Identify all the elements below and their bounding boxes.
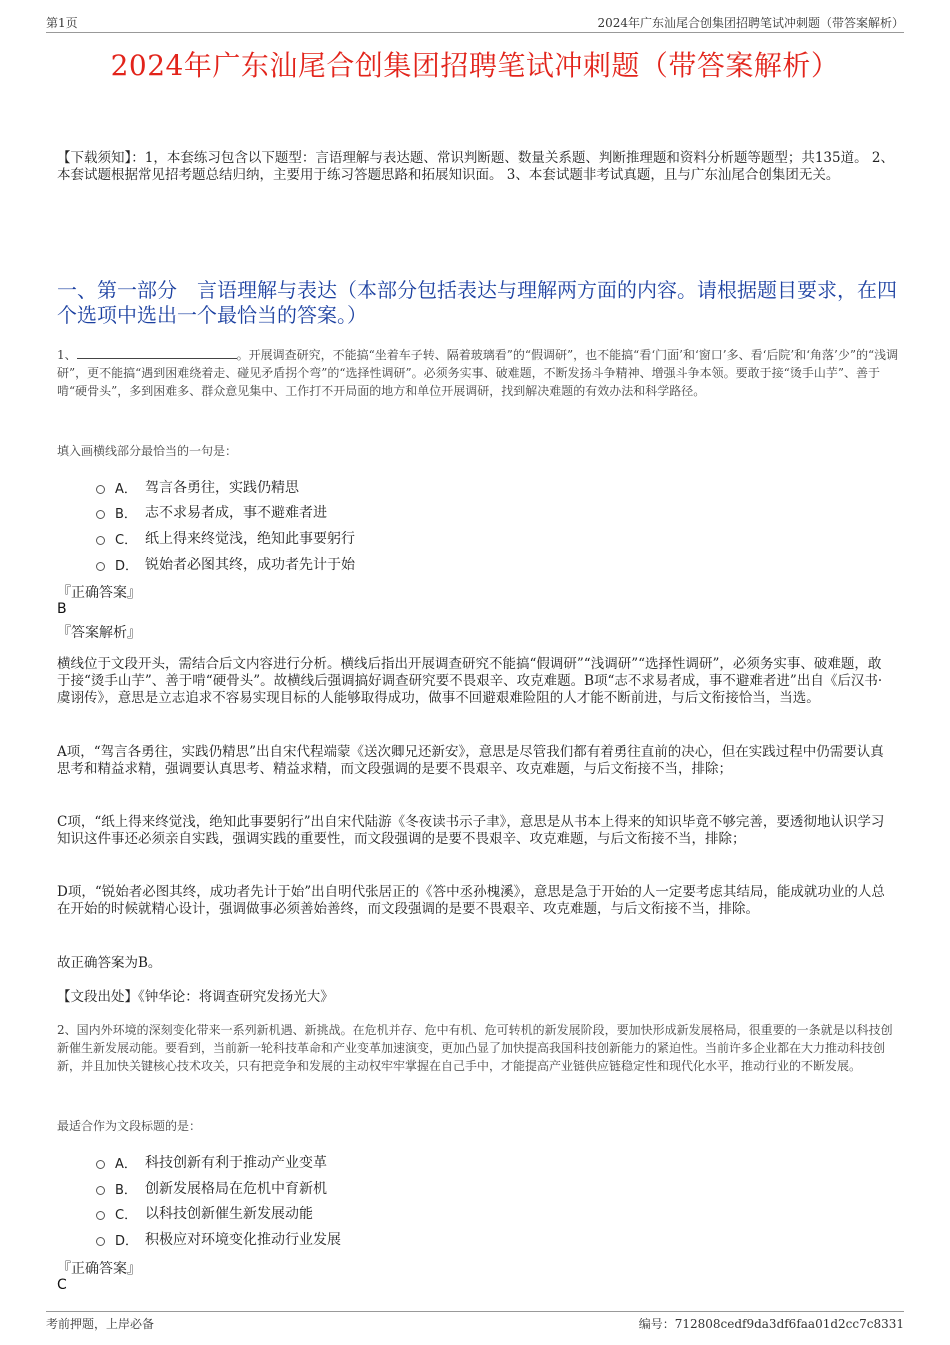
q1-option-c[interactable] — [96, 528, 355, 548]
option-letter: C． — [115, 532, 138, 548]
option-letter: A． — [115, 1156, 137, 1172]
correct-answer-label: 『正确答案』 — [57, 1261, 141, 1277]
question-text: 国内外环境的深刻变化带来一系列新机遇、新挑战。在危机并存、危中有机、危可转机的新发展阶段，要加快形成新发展格局，很重要的一条就是以科技创新催生新发展动能。要看到，当前新一轮科技革命和产业变革加速演变，更加凸显了加快提高我国科技创新能力的紧迫性。当前许多企业都在大力推动科技创新，并且加快关键核心技术攻关，只有把竞争和发展的主动权牢牢掌握在自己手中，才能提高产业链供应链稳定性和现代化水平，推动行业的不断发展。 — [57, 1023, 893, 1073]
analysis-paragraph: 横线位于文段开头，需结合后文内容进行分析。横线后指出开展调查研究不能搞“假调研”“浅调研”“选择性调研”，必须务实事、破难题，敢于接“烫手山芋”、善于啃“硬骨头”。故横线后强调搞好调查研究要不畏艰辛、攻克难题。B项“志不求易者成，事不避难者进”出自《后汉书·虞诩传》，意思是立志追求不容易实现目标的人能够取得成功，做事不回避艰难险阻的人才能不断前进，与后文衔接恰当，当选。 — [57, 656, 883, 706]
option-text: 以科技创新催生新发展动能 — [145, 1206, 313, 1222]
option-text: 创新发展格局在危机中育新机 — [145, 1181, 327, 1197]
analysis-conclusion: 故正确答案为B。 — [57, 955, 162, 971]
document-id: 编号：712808cedf9da3df6faa01d2cc7c8331 — [638, 1317, 904, 1331]
analysis-paragraph: C项，“纸上得来终觉浅，绝知此事要躬行”出自宋代陆游《冬夜读书示子聿》，意思是从书本上得来的知识毕竟不够完善，要透彻地认识学习知识这件事还必须亲自实践，强调实践的重要性，而文段强调的是要不畏艰辛、攻克难题，与后文衔接不当，排除； — [57, 814, 885, 847]
question-text: 。开展调查研究，不能搞“坐着车子转、隔着玻璃看”的“假调研”，也不能搞“看‘门面’和‘窗口’多、看‘后院’和‘角落’少”的“浅调研”，更不能搞“遇到困难绕着走、碰见矛盾拐个弯”的“选择性调研”。必须务实事、破难题，不断发扬斗争精神、增强斗争本领。要敢于接“烫手山芋”、善于啃“硬骨头”，多到困难多、群众意见集中、工作打不开局面的地方和单位开展调研，找到解决难题的有效办法和科学路径。 — [57, 348, 899, 398]
option-text: 锐始者必图其终，成功者先计于始 — [145, 557, 355, 573]
radio-icon[interactable] — [96, 562, 105, 571]
running-header-title: 2024年广东汕尾合创集团招聘笔试冲刺题（带答案解析） — [597, 16, 904, 30]
radio-icon[interactable] — [96, 1211, 105, 1220]
section-heading: 一、第一部分 言语理解与表达（本部分包括表达与理解两方面的内容。请根据题目要求，在四个选项中选出一个最恰当的答案。） — [57, 278, 897, 327]
q2-option-d[interactable] — [96, 1229, 341, 1249]
option-letter: B． — [115, 1182, 137, 1198]
radio-icon[interactable] — [96, 1186, 105, 1195]
option-text: 纸上得来终觉浅，绝知此事要躬行 — [145, 531, 355, 547]
option-text: 驾言各勇往，实践仍精思 — [145, 480, 299, 496]
page-number: 第1页 — [46, 16, 78, 30]
option-letter: B． — [115, 506, 137, 522]
option-text: 积极应对环境变化推动行业发展 — [145, 1232, 341, 1248]
document-title: 2024年广东汕尾合创集团招聘笔试冲刺题（带答案解析） — [110, 49, 840, 82]
radio-icon[interactable] — [96, 536, 105, 545]
option-letter: C． — [115, 1207, 138, 1223]
radio-icon[interactable] — [96, 510, 105, 519]
correct-answer: C — [57, 1277, 67, 1293]
option-letter: D． — [115, 1233, 139, 1249]
q2-option-b[interactable] — [96, 1178, 327, 1198]
q2-option-a[interactable] — [96, 1152, 327, 1172]
radio-icon[interactable] — [96, 1237, 105, 1246]
footer-divider — [46, 1311, 904, 1312]
q1-option-d[interactable] — [96, 554, 355, 574]
option-text: 志不求易者成，事不避难者进 — [145, 505, 327, 521]
download-notice: 【下载须知】：1，本套练习包含以下题型：言语理解与表达题、常识判断题、数量关系题、判断推理题和资料分析题等题型；共135道。 2、本套试题根据常见招考题总结归纳，主要用于练习答题思路和拓展知识面。 3、本套试题非考试真题，且与广东汕尾合创集团无关。 — [57, 150, 894, 183]
correct-answer-label: 『正确答案』 — [57, 585, 141, 601]
q2-option-c[interactable] — [96, 1203, 313, 1223]
question-2-prompt: 最适合作为文段标题的是： — [57, 1119, 202, 1133]
analysis-paragraph: A项，“驾言各勇往，实践仍精思”出自宋代程端蒙《送次卿兄还新安》，意思是尽管我们都有着勇往直前的决心，但在实践过程中仍需要认真思考和精益求精，强调要认真思考、精益求精，而文段强调的是要不畏艰辛、攻克难题，与后文衔接不当，排除； — [57, 744, 884, 777]
question-2-stem — [57, 1021, 899, 1075]
question-number: 2、 — [57, 1023, 77, 1037]
fill-blank — [77, 347, 237, 359]
question-1-prompt: 填入画横线部分最恰当的一句是： — [57, 444, 238, 458]
correct-answer: B — [57, 601, 67, 617]
q1-option-a[interactable] — [96, 477, 299, 497]
footer-slogan: 考前押题，上岸必备 — [46, 1317, 155, 1331]
radio-icon[interactable] — [96, 485, 105, 494]
analysis-paragraph: D项，“锐始者必图其终，成功者先计于始”出自明代张居正的《答中丞孙槐溪》，意思是急于开始的人一定要考虑其结局，能成就功业的人总在开始的时候就精心设计，强调做事必须善始善终，而文段强调的是要不畏艰辛、攻克难题，与后文衔接不当，排除。 — [57, 884, 885, 917]
option-letter: A． — [115, 481, 137, 497]
option-letter: D． — [115, 558, 139, 574]
question-1-stem — [57, 346, 899, 400]
source-citation: 【文段出处】《钟华论：将调查研究发扬光大》 — [57, 989, 334, 1005]
question-number: 1、 — [57, 348, 77, 362]
analysis-label: 『答案解析』 — [57, 625, 141, 641]
radio-icon[interactable] — [96, 1160, 105, 1169]
option-text: 科技创新有利于推动产业变革 — [145, 1155, 327, 1171]
header-divider — [46, 32, 904, 33]
q1-option-b[interactable] — [96, 502, 327, 522]
